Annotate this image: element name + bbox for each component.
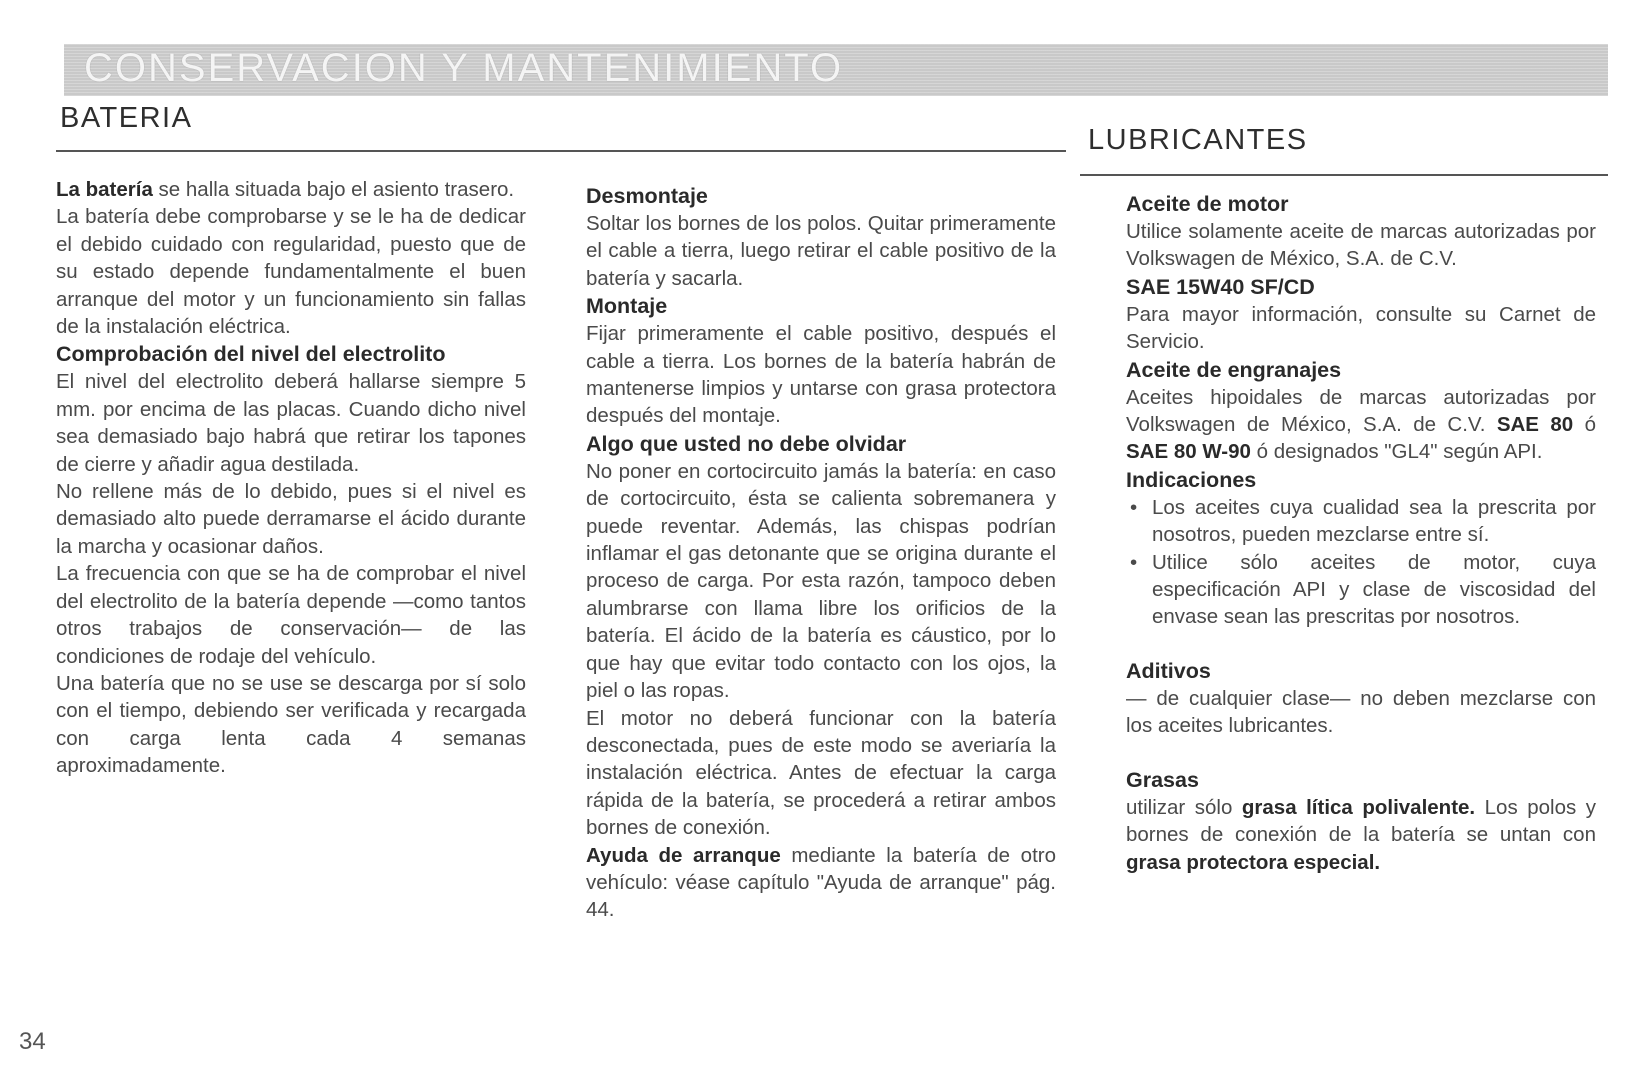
paragraph-engranajes <box>1126 384 1596 466</box>
list-item: • Los aceites cuya cualidad sea la prescrita por nosotros, pueden mezclarse entre sí. <box>1126 494 1596 549</box>
list-item: • Utilice sólo aceites de motor, cuya especificación API y clase de viscosidad del envase sean las prescritas por nosotros. <box>1126 549 1596 631</box>
paragraph-descarga: Una batería que no se use se descarga por sí solo con el tiempo, debiendo ser verificada y recargada con carga lenta cada 4 semanas aproximadamente. <box>56 671 526 778</box>
intro-bold: La batería <box>56 178 153 201</box>
eng-sae-80: SAE 80 <box>1496 413 1574 437</box>
eng-text-e: ó designados "GL4" según API. <box>1250 440 1543 464</box>
paragraph-montaje: Fijar primeramente el cable positivo, después el cable a tierra. Los bornes de la batería habrán de mantenerse limpios y untarse con grasa protectora después del montaje. <box>586 322 1056 428</box>
subheading-electrolito: Comprobación del nivel del electrolito <box>56 342 446 367</box>
paragraph-ayuda <box>586 842 1056 924</box>
page-number: 34 <box>19 1028 46 1055</box>
paragraph-intro <box>56 176 526 203</box>
subheading-indicaciones: Indicaciones <box>1126 467 1257 492</box>
subheading-montaje: Montaje <box>586 294 668 319</box>
intro-text: se halla situada bajo el asiento trasero. <box>152 178 515 201</box>
eng-sae-80w90: SAE 80 W-90 <box>1126 440 1251 464</box>
paragraph-grasas <box>1126 794 1596 876</box>
column-lubricantes <box>1126 190 1596 876</box>
paragraph-aditivos: — de cualquier clase— no deben mezclarse con los aceites lubricantes. <box>1126 686 1596 738</box>
subheading-aditivos: Aditivos <box>1126 658 1211 683</box>
gr-bold-b: grasa lítica polivalente. <box>1241 795 1476 819</box>
paragraph-frecuencia: La frecuencia con que se ha de comprobar el nivel del electrolito de la batería depende —como tantos otros trabajos de conservación— de las condiciones de rodaje del vehículo. <box>56 562 526 668</box>
gr-text-a: utilizar sólo <box>1126 795 1242 819</box>
heading-lubricantes: LUBRICANTES <box>1088 124 1308 156</box>
paragraph-cortocircuito: No poner en cortocircuito jamás la batería: en caso de cortocircuito, ésta se calienta sobremanera y puede reventar. Además, las chispas podrían inflamar el gas detonante que se origina durante el proceso de carga. Por esta razón, tampoco deben alumbrarse con llama libre los orificios de la batería. El ácido de la batería es cáustico, por lo que hay que evitar todo contacto con los ojos, la piel o las ropas. <box>586 459 1056 703</box>
ayuda-text: mediante la batería de otro vehículo: véase capítulo "Ayuda de arranque" pág. 44. <box>586 843 1056 922</box>
paragraph-nivel: El nivel del electrolito deberá hallarse siempre 5 mm. por encima de las placas. Cuando dicho nivel sea demasiado bajo habrá que retirar los tapones de cierre y añadir agua destilada. <box>56 370 526 476</box>
paragraph-aceite-motor: Utilice solamente aceite de marcas autorizadas por Volkswagen de México, S.A. de C.V. <box>1126 220 1596 271</box>
subheading-grasas: Grasas <box>1126 767 1199 792</box>
sae-motor-spec: SAE 15W40 SF/CD <box>1126 274 1315 299</box>
subheading-engranajes: Aceite de engranajes <box>1126 357 1342 382</box>
column-montaje <box>586 182 1056 924</box>
gr-bold-d: grasa protectora especial. <box>1126 850 1381 874</box>
column-bateria <box>56 176 526 780</box>
subheading-desmontaje: Desmontaje <box>586 184 708 208</box>
paragraph-care: La batería debe comprobarse y se le ha de dedicar el debido cuidado con regularidad, puesto que de su estado depende fundamentalmente el buen arranque del motor y un funcionamiento sin fallas de la instalación eléctrica. <box>56 205 526 339</box>
paragraph-rellene: No rellene más de lo debido, pues si el nivel es demasiado alto puede derramarse el ácido durante la marcha y ocasionar daños. <box>56 480 526 558</box>
eng-text-a: Aceites hipoidales de marcas autorizadas por Volkswagen de México, S.A. de C.V. <box>1126 385 1596 437</box>
paragraph-info: Para mayor información, consulte su Carnet de Servicio. <box>1126 302 1596 354</box>
eng-text-c: ó <box>1573 413 1596 437</box>
ayuda-bold: Ayuda de arranque <box>586 843 781 867</box>
subheading-algo: Algo que usted no debe olvidar <box>586 431 907 456</box>
divider-right <box>1080 174 1608 176</box>
paragraph-desmontaje: Soltar los bornes de los polos. Quitar primeramente el cable a tierra, luego retirar el cable positivo de la batería y sacarla. <box>586 212 1056 290</box>
heading-bateria: BATERIA <box>60 102 193 134</box>
divider-left <box>56 150 1066 152</box>
subheading-aceite-motor: Aceite de motor <box>1126 192 1289 216</box>
paragraph-motor: El motor no deberá funcionar con la batería desconectada, pues de este modo se averiaría la instalación eléctrica. Antes de efectuar la carga rápida de la batería, se procederá a retirar ambos bornes de conexión. <box>586 706 1056 840</box>
section-title: CONSERVACION Y MANTENIMIENTO <box>84 46 844 90</box>
indicaciones-list <box>1126 494 1596 631</box>
gr-text-c: Los polos y bornes de conexión de la batería se untan con <box>1126 795 1596 847</box>
